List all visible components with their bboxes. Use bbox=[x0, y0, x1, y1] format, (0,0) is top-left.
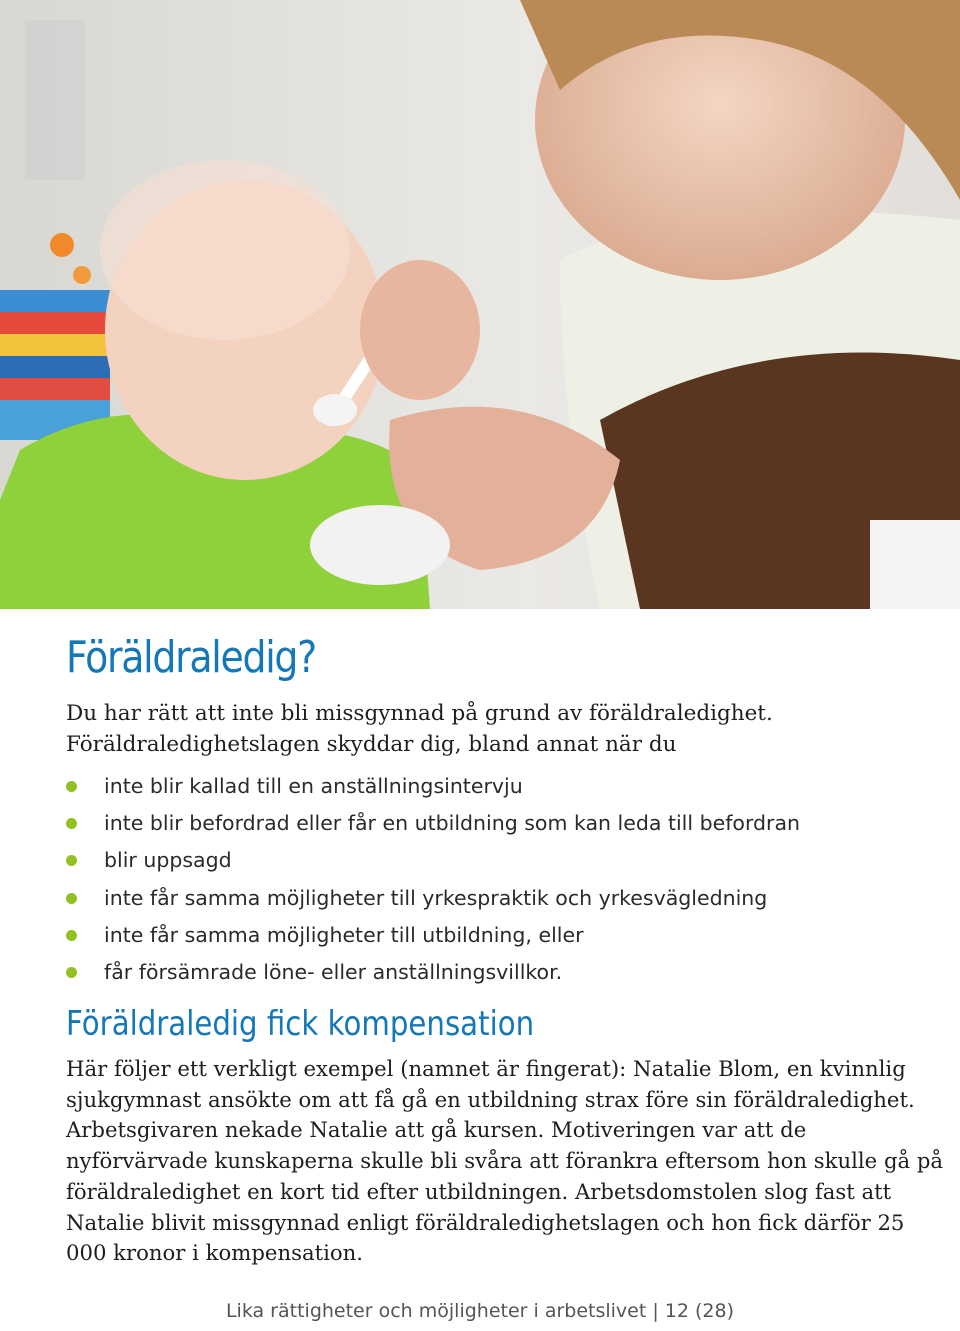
list-item-text: inte får samma möjligheter till utbildning, eller bbox=[104, 922, 584, 947]
list-item bbox=[66, 768, 800, 805]
page-title: Föräldraledig? bbox=[66, 632, 316, 683]
bullet-icon bbox=[66, 855, 77, 866]
list-item-text: inte blir befordrad eller får en utbildning som kan leda till befordran bbox=[104, 811, 801, 836]
list-item-text: blir uppsagd bbox=[104, 848, 232, 873]
list-item bbox=[66, 805, 800, 842]
list-item-text: inte får samma möjligheter till yrkespraktik och yrkesvägledning bbox=[104, 885, 768, 910]
list-item bbox=[66, 954, 800, 991]
intro-paragraph: Du har rätt att inte bli missgynnad på grund av föräldraledighet. Föräldraledighetslagen skyddar dig, bland annat när du bbox=[66, 701, 773, 757]
bullet-icon bbox=[66, 967, 77, 978]
bullet-list bbox=[66, 768, 800, 991]
list-item bbox=[66, 842, 800, 879]
bullet-icon bbox=[66, 893, 77, 904]
list-item-text: inte blir kallad till en anställningsintervju bbox=[104, 774, 523, 798]
page-footer: Lika rättigheter och möjligheter i arbetslivet | 12 (28) bbox=[225, 1300, 735, 1322]
hero-photo bbox=[0, 0, 960, 609]
list-item-text: får försämrade löne- eller anställningsvillkor. bbox=[104, 960, 563, 985]
list-item bbox=[66, 917, 800, 954]
bullet-icon bbox=[66, 781, 77, 792]
list-item bbox=[66, 880, 800, 917]
section-heading: Föräldraledig fick kompensation bbox=[66, 1004, 535, 1044]
story-paragraph: Här följer ett verkligt exempel (namnet är fingerat): Natalie Blom, en kvinnlig sjukgymnast ansökte om att få gå en utbildning strax före sin föräldraledighet. Arbetsgivaren nekade Natalie att gå kursen. Motiveringen var att de nyförvärvade kunskaperna skulle bli svåra att förankra eftersom hon skulle gå på föräldraledighet en kort tid efter utbildningen. Arbetsdomstolen slog fast att Natalie blivit missgynnad enligt föräldraledighetslagen och hon fick därför 25 000 kronor i kompensation. bbox=[66, 1056, 944, 1266]
bullet-icon bbox=[66, 930, 77, 941]
bullet-icon bbox=[66, 818, 77, 829]
